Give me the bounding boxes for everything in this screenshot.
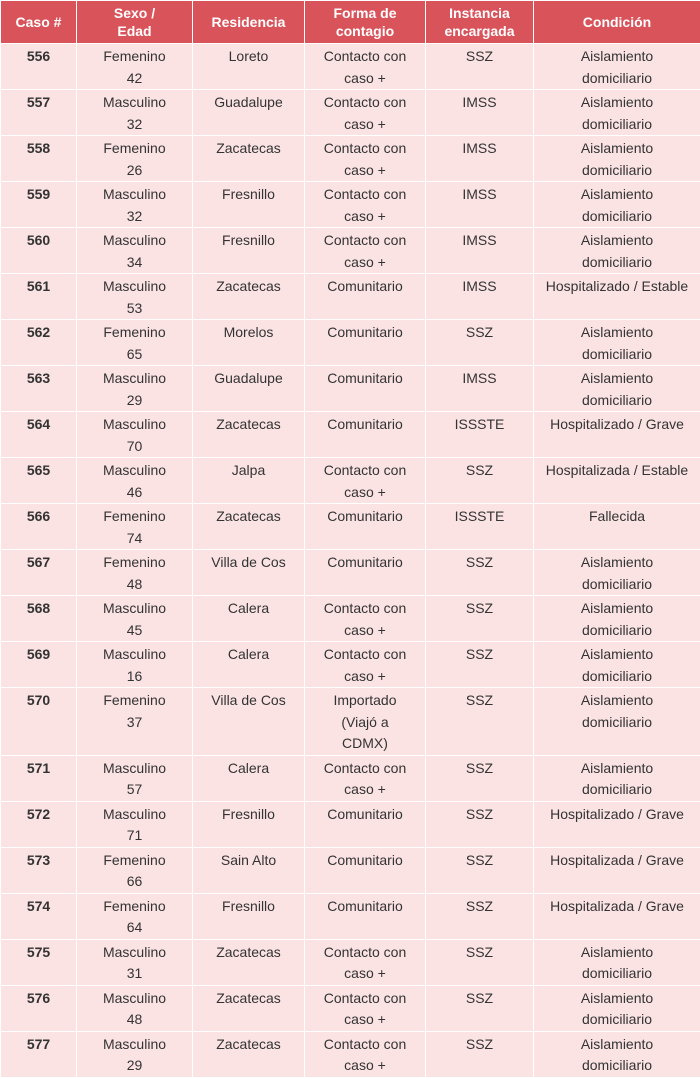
- cell-instancia: SSZ: [426, 801, 534, 847]
- cell-condicion: Aislamiento domiciliario: [534, 90, 700, 136]
- cell-forma-contagio: Comunitario: [305, 847, 426, 893]
- cell-residencia: Calera: [193, 596, 305, 642]
- cell-sexo-edad: Masculino 34: [77, 228, 193, 274]
- cell-caso: 569: [1, 642, 77, 688]
- cell-residencia: Guadalupe: [193, 90, 305, 136]
- cell-residencia: Zacatecas: [193, 136, 305, 182]
- cell-instancia: ISSSTE: [426, 504, 534, 550]
- cell-residencia: Zacatecas: [193, 939, 305, 985]
- cell-instancia: SSZ: [426, 985, 534, 1031]
- cell-instancia: IMSS: [426, 90, 534, 136]
- cell-instancia: IMSS: [426, 182, 534, 228]
- cell-caso: 567: [1, 550, 77, 596]
- cell-residencia: Zacatecas: [193, 1031, 305, 1077]
- cell-instancia: IMSS: [426, 228, 534, 274]
- cell-sexo-edad: Masculino 70: [77, 412, 193, 458]
- cell-instancia: SSZ: [426, 642, 534, 688]
- cell-caso: 560: [1, 228, 77, 274]
- cell-sexo-edad: Masculino 71: [77, 801, 193, 847]
- cell-sexo-edad: Femenino 26: [77, 136, 193, 182]
- cell-caso: 562: [1, 320, 77, 366]
- cell-caso: 575: [1, 939, 77, 985]
- cell-forma-contagio: Contacto con caso +: [305, 182, 426, 228]
- cell-sexo-edad: Masculino 16: [77, 642, 193, 688]
- header-forma-contagio: Forma de contagio: [305, 1, 426, 44]
- cell-residencia: Morelos: [193, 320, 305, 366]
- cell-instancia: SSZ: [426, 847, 534, 893]
- cell-caso: 564: [1, 412, 77, 458]
- cell-condicion: Hospitalizado / Grave: [534, 801, 700, 847]
- cell-instancia: IMSS: [426, 274, 534, 320]
- cell-condicion: Aislamiento domiciliario: [534, 228, 700, 274]
- cell-instancia: ISSSTE: [426, 412, 534, 458]
- cell-forma-contagio: Contacto con caso +: [305, 228, 426, 274]
- cell-forma-contagio: Contacto con caso +: [305, 985, 426, 1031]
- cell-residencia: Calera: [193, 755, 305, 801]
- table-row: [1, 688, 700, 756]
- cell-sexo-edad: Femenino 42: [77, 44, 193, 90]
- cell-residencia: Zacatecas: [193, 274, 305, 320]
- cell-forma-contagio: Contacto con caso +: [305, 136, 426, 182]
- cell-caso: 566: [1, 504, 77, 550]
- cell-condicion: Hospitalizado / Estable: [534, 274, 700, 320]
- table-row: [1, 320, 700, 366]
- cell-sexo-edad: Femenino 37: [77, 688, 193, 756]
- cell-caso: 571: [1, 755, 77, 801]
- table-row: [1, 642, 700, 688]
- cell-sexo-edad: Masculino 48: [77, 985, 193, 1031]
- table-row: [1, 893, 700, 939]
- header-residencia: Residencia: [193, 1, 305, 44]
- cell-residencia: Calera: [193, 642, 305, 688]
- cell-forma-contagio: Contacto con caso +: [305, 90, 426, 136]
- cell-forma-contagio: Contacto con caso +: [305, 596, 426, 642]
- cell-forma-contagio: Comunitario: [305, 366, 426, 412]
- table-row: [1, 596, 700, 642]
- cell-residencia: Fresnillo: [193, 182, 305, 228]
- cell-sexo-edad: Femenino 64: [77, 893, 193, 939]
- cell-sexo-edad: Masculino 29: [77, 1031, 193, 1077]
- cell-residencia: Jalpa: [193, 458, 305, 504]
- cell-caso: 574: [1, 893, 77, 939]
- cell-residencia: Zacatecas: [193, 412, 305, 458]
- cell-condicion: Aislamiento domiciliario: [534, 136, 700, 182]
- cell-caso: 576: [1, 985, 77, 1031]
- cell-forma-contagio: Comunitario: [305, 274, 426, 320]
- cell-caso: 558: [1, 136, 77, 182]
- table-row: [1, 412, 700, 458]
- cell-condicion: Aislamiento domiciliario: [534, 939, 700, 985]
- cell-condicion: Aislamiento domiciliario: [534, 985, 700, 1031]
- cell-residencia: Villa de Cos: [193, 550, 305, 596]
- table-row: [1, 274, 700, 320]
- cell-condicion: Hospitalizado / Grave: [534, 412, 700, 458]
- cell-caso: 556: [1, 44, 77, 90]
- table-row: [1, 136, 700, 182]
- cell-instancia: SSZ: [426, 939, 534, 985]
- cell-sexo-edad: Masculino 29: [77, 366, 193, 412]
- cell-condicion: Hospitalizada / Grave: [534, 847, 700, 893]
- cell-condicion: Fallecida: [534, 504, 700, 550]
- header-condicion: Condición: [534, 1, 700, 44]
- cell-sexo-edad: Masculino 53: [77, 274, 193, 320]
- cell-condicion: Aislamiento domiciliario: [534, 642, 700, 688]
- cell-forma-contagio: Contacto con caso +: [305, 1031, 426, 1077]
- table-row: [1, 44, 700, 90]
- cell-instancia: SSZ: [426, 44, 534, 90]
- cell-instancia: SSZ: [426, 688, 534, 756]
- cell-forma-contagio: Contacto con caso +: [305, 755, 426, 801]
- cell-forma-contagio: Comunitario: [305, 504, 426, 550]
- cell-caso: 563: [1, 366, 77, 412]
- cell-sexo-edad: Masculino 32: [77, 182, 193, 228]
- cell-forma-contagio: Contacto con caso +: [305, 939, 426, 985]
- cell-forma-contagio: Comunitario: [305, 412, 426, 458]
- cell-condicion: Aislamiento domiciliario: [534, 366, 700, 412]
- table-row: [1, 458, 700, 504]
- cell-caso: 572: [1, 801, 77, 847]
- cell-forma-contagio: Comunitario: [305, 801, 426, 847]
- cell-instancia: IMSS: [426, 136, 534, 182]
- cell-instancia: IMSS: [426, 366, 534, 412]
- table-row: [1, 90, 700, 136]
- cell-sexo-edad: Masculino 45: [77, 596, 193, 642]
- table-row: [1, 1031, 700, 1077]
- header-instancia: Instancia encargada: [426, 1, 534, 44]
- cell-instancia: SSZ: [426, 755, 534, 801]
- cell-condicion: Aislamiento domiciliario: [534, 44, 700, 90]
- cell-forma-contagio: Comunitario: [305, 550, 426, 596]
- header-sexo-edad: Sexo / Edad: [77, 1, 193, 44]
- table-row: [1, 847, 700, 893]
- cell-condicion: Aislamiento domiciliario: [534, 688, 700, 756]
- cell-forma-contagio: Contacto con caso +: [305, 642, 426, 688]
- cell-residencia: Fresnillo: [193, 228, 305, 274]
- cell-caso: 573: [1, 847, 77, 893]
- cell-forma-contagio: Comunitario: [305, 320, 426, 366]
- cell-condicion: Aislamiento domiciliario: [534, 755, 700, 801]
- cell-residencia: Fresnillo: [193, 801, 305, 847]
- cell-residencia: Guadalupe: [193, 366, 305, 412]
- cell-sexo-edad: Masculino 31: [77, 939, 193, 985]
- cell-residencia: Fresnillo: [193, 893, 305, 939]
- cell-condicion: Aislamiento domiciliario: [534, 182, 700, 228]
- cell-instancia: SSZ: [426, 1031, 534, 1077]
- table-row: [1, 182, 700, 228]
- header-row: [1, 1, 700, 44]
- cell-instancia: SSZ: [426, 458, 534, 504]
- cell-sexo-edad: Masculino 46: [77, 458, 193, 504]
- cell-caso: 577: [1, 1031, 77, 1077]
- cell-caso: 565: [1, 458, 77, 504]
- cell-sexo-edad: Masculino 32: [77, 90, 193, 136]
- cell-residencia: Zacatecas: [193, 985, 305, 1031]
- table-row: [1, 228, 700, 274]
- cell-residencia: Loreto: [193, 44, 305, 90]
- table-row: [1, 939, 700, 985]
- cell-instancia: SSZ: [426, 320, 534, 366]
- cell-caso: 568: [1, 596, 77, 642]
- table-row: [1, 550, 700, 596]
- cell-residencia: Zacatecas: [193, 504, 305, 550]
- cell-caso: 557: [1, 90, 77, 136]
- table-row: [1, 801, 700, 847]
- cell-caso: 570: [1, 688, 77, 756]
- cell-residencia: Sain Alto: [193, 847, 305, 893]
- cell-caso: 561: [1, 274, 77, 320]
- cell-condicion: Aislamiento domiciliario: [534, 596, 700, 642]
- cell-sexo-edad: Masculino 57: [77, 755, 193, 801]
- cell-instancia: SSZ: [426, 550, 534, 596]
- cell-condicion: Hospitalizada / Grave: [534, 893, 700, 939]
- cell-sexo-edad: Femenino 65: [77, 320, 193, 366]
- cell-instancia: SSZ: [426, 893, 534, 939]
- cell-forma-contagio: Contacto con caso +: [305, 44, 426, 90]
- cell-instancia: SSZ: [426, 596, 534, 642]
- cell-residencia: Villa de Cos: [193, 688, 305, 756]
- cell-forma-contagio: Contacto con caso +: [305, 458, 426, 504]
- cell-condicion: Aislamiento domiciliario: [534, 550, 700, 596]
- cell-condicion: Hospitalizada / Estable: [534, 458, 700, 504]
- cell-caso: 559: [1, 182, 77, 228]
- cell-sexo-edad: Femenino 74: [77, 504, 193, 550]
- cell-sexo-edad: Femenino 66: [77, 847, 193, 893]
- cell-condicion: Aislamiento domiciliario: [534, 1031, 700, 1077]
- table-row: [1, 985, 700, 1031]
- table-row: [1, 755, 700, 801]
- header-caso: Caso #: [1, 1, 77, 44]
- table-row: [1, 504, 700, 550]
- cell-forma-contagio: Importado (Viajó a CDMX): [305, 688, 426, 756]
- cell-condicion: Aislamiento domiciliario: [534, 320, 700, 366]
- cell-sexo-edad: Femenino 48: [77, 550, 193, 596]
- table-row: [1, 366, 700, 412]
- cell-forma-contagio: Comunitario: [305, 893, 426, 939]
